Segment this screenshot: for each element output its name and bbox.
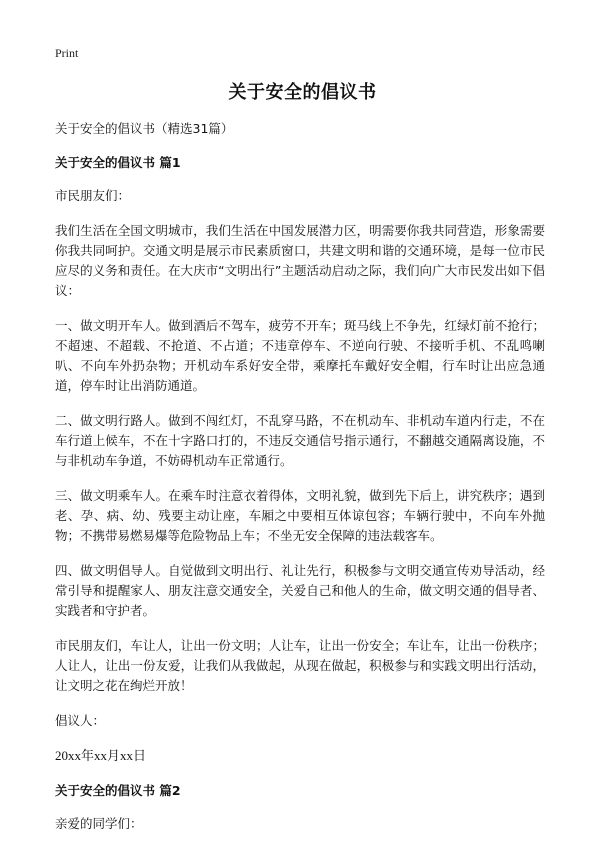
signature-label: 倡议人： [55,713,106,728]
greeting: 市民朋友们： [55,188,131,203]
paragraph-closing: 市民朋友们，车让人，让出一份文明；人让车，让出一份安全；车让车，让出一份秩序；人让人，让出一份友爱，让我们从我做起，从现在做起，积极参与和实践文明出行活动，让文明之花在绚烂开放！ [55,638,545,693]
paragraph-intro: 我们生活在全国文明城市，我们生活在中国发展潜力区，明需要你我共同营造，形象需要你我共同呵护。交通文明是展示市民素质窗口，共建文明和谐的交通环境，是每一位市民应尽的义务和责任。在大庆市“文明出行”主题活动启动之际，我们向广大市民发出如下倡议： [55,223,545,298]
paragraph-point-4: 四、做文明倡导人。自觉做到文明出行、礼让先行，积极参与文明交通宣传劝导活动，经常引导和提醒家人、朋友注意交通安全，关爱自己和他人的生命，做文明交通的倡导者、实践者和守护者。 [55,563,545,618]
greeting-2: 亲爱的同学们： [55,816,143,831]
paragraph-point-3: 三、做文明乘车人。在乘车时注意衣着得体，文明礼貌，做到先下后上，讲究秩序；遇到老、孕、病、幼、残要主动让座，车厢之中要相互体谅包容；车辆行驶中，不向车外抛物；不携带易燃易爆等危险物品上车；不坐无安全保障的违法载客车。 [55,488,545,543]
paragraph-point-1: 一、做文明开车人。做到酒后不驾车，疲劳不开车；斑马线上不争先，红绿灯前不抢行；不超速、不超载、不抢道、不占道；不违章停车、不逆向行驶、不接听手机、不乱鸣喇叭、不向车外扔杂物；开机动车系好安全带，乘摩托车戴好安全帽，行车时让出应急通道，停车时让出消防通道。 [55,318,545,393]
date-line: 20xx年xx月xx日 [55,748,147,763]
article-body [55,119,545,849]
article-subtitle: 关于安全的倡议书（精选31篇） [55,121,234,136]
section-heading-2: 关于安全的倡议书 篇2 [55,783,181,798]
section-heading-1: 关于安全的倡议书 篇1 [55,155,181,170]
page-title: 关于安全的倡议书 [228,82,377,103]
paragraph-point-2: 二、做文明行路人。做到不闯红灯，不乱穿马路，不在机动车、非机动车道内行走，不在车行道上候车，不在十字路口打的，不违反交通信号指示通行，不翻越交通隔离设施，不与非机动车争道，不妨碍机动车正常通行。 [55,413,545,468]
print-link[interactable]: Print [55,46,79,60]
